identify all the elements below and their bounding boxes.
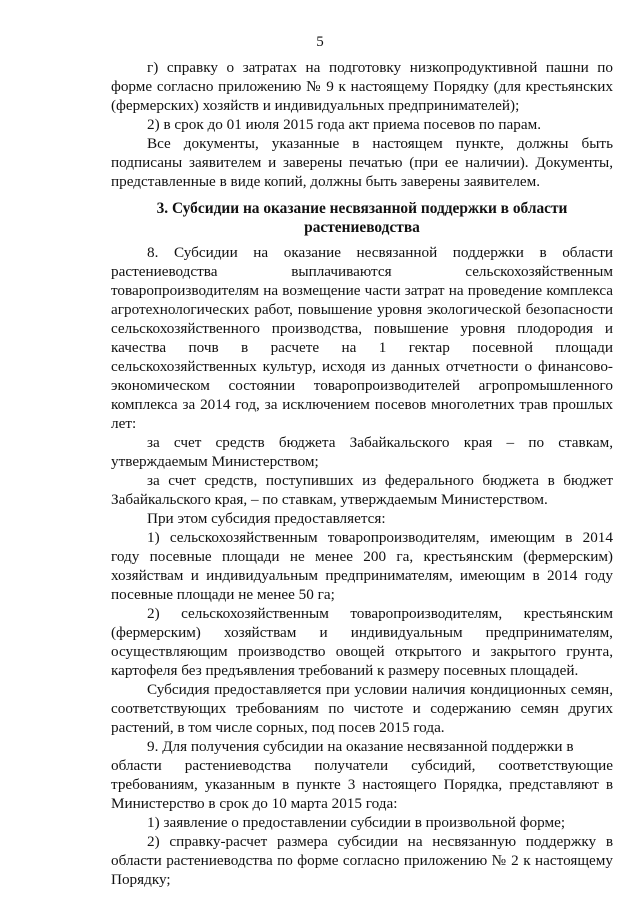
- word: растениеводства: [111, 263, 218, 280]
- p8-line2: [111, 262, 613, 281]
- word: поддержки: [452, 244, 524, 261]
- word: сельскохозяйственным: [181, 605, 329, 622]
- word: получатели: [314, 757, 389, 774]
- word: (фермерским): [111, 624, 201, 641]
- word: хозяйствам: [223, 624, 297, 641]
- word: Субсидии: [173, 244, 238, 261]
- p9-item-2: 2) справку-расчет размера субсидии на несвязанную поддержку в области растениеводства по форме согласно приложению № 2 к настоящему Порядку;: [111, 833, 613, 888]
- p8-item2-rest: осуществляющим производство овощей открытого и закрытого грунта, картофеля без предъявления требований к размеру посевных площадей.: [111, 643, 613, 679]
- page-number: 5: [316, 34, 324, 50]
- section-heading-line2: растениеводства: [304, 219, 420, 236]
- p8-condition: Субсидия предоставляется при условии наличия кондиционных семян, соответствующих требованиям по чистоте и содержанию семян других растений, в том числе сорных, под посев 2015 года.: [111, 681, 613, 736]
- document-body: [111, 58, 613, 889]
- section-heading-line1: 3. Субсидии на оказание несвязанной поддержки в области: [156, 200, 568, 217]
- word: растениеводства: [184, 757, 292, 774]
- p8-item2-line2: [111, 623, 613, 642]
- p9-line2: [111, 756, 613, 775]
- word: несвязанной: [356, 244, 438, 261]
- word: соответствующие: [498, 757, 613, 774]
- word: в: [539, 244, 547, 261]
- word: области: [562, 244, 613, 261]
- word: области: [111, 757, 162, 774]
- p8-item-1: 1) сельскохозяйственным товаропроизводителям, имеющим в 2014 году посевные площади не менее 200 га, крестьянским (фермерским) хозяйствам и индивидуальным предпринимателям, имеющим в 2014 году посевные площади не менее 50 га;: [111, 529, 613, 603]
- word: индивидуальным: [350, 624, 463, 641]
- word: и: [319, 624, 328, 641]
- p8-rest: товаропроизводителям на возмещение части затрат на проведение комплекса агротехнологических работ, повышение уровня экологической безопасности сельскохозяйственного производства, повышение уровня плодородия и качества почв в расчете на 1 гектар посевной площади сельскохозяйственных культур, исходя из данных отчетности о финансово-экономическом состоянии товаропроизводителей агропромышленного комплекса за 2014 год, за исключением посевов многолетних трав прошлых лет:: [111, 282, 613, 432]
- p8-item-subsidy-provided: При этом субсидия предоставляется:: [147, 510, 386, 527]
- word: сельскохозяйственным: [465, 263, 613, 280]
- paragraph-documents-signed: Все документы, указанные в настоящем пункте, должны быть подписаны заявителем и заверены печатью (при ее наличии). Документы, представленные в виде копий, должны быть заверены заявителем.: [111, 135, 613, 190]
- word: 2): [147, 605, 160, 622]
- p8-line1: [111, 243, 613, 262]
- p9-rest: требованиям, указанным в пункте 3 настоящего Порядка, представляют в Министерство в срок до 10 марта 2015 года:: [111, 776, 613, 812]
- word: на: [253, 244, 269, 261]
- paragraph-certificate-costs: г) справку о затратах на подготовку низкопродуктивной пашни по форме согласно приложению № 9 к настоящему Порядку (для крестьянских (фермерских) хозяйств и индивидуальных предпринимателей);: [111, 59, 613, 114]
- word: субсидий,: [411, 757, 476, 774]
- word: крестьянским: [523, 605, 613, 622]
- paragraph-fallow-act: 2) в срок до 01 июля 2015 года акт приема посевов по парам.: [147, 116, 542, 133]
- word: выплачиваются: [291, 263, 392, 280]
- section-heading: [111, 199, 613, 237]
- p9-line1: 9. Для получения субсидии на оказание несвязанной поддержки в: [147, 738, 574, 755]
- p9-item-1: 1) заявление о предоставлении субсидии в произвольной форме;: [147, 814, 566, 831]
- word: товаропроизводителям,: [350, 605, 503, 622]
- word: оказание: [283, 244, 341, 261]
- p8-item-regional-budget: за счет средств бюджета Забайкальского края – по ставкам, утверждаемым Министерством;: [111, 434, 613, 470]
- word: предпринимателям,: [485, 624, 613, 641]
- word: 8.: [147, 244, 159, 261]
- p8-item-federal-budget: за счет средств, поступивших из федерального бюджета в бюджет Забайкальского края, – по ставкам, утверждаемым Министерством.: [111, 472, 613, 508]
- p8-item2-line1: [111, 604, 613, 623]
